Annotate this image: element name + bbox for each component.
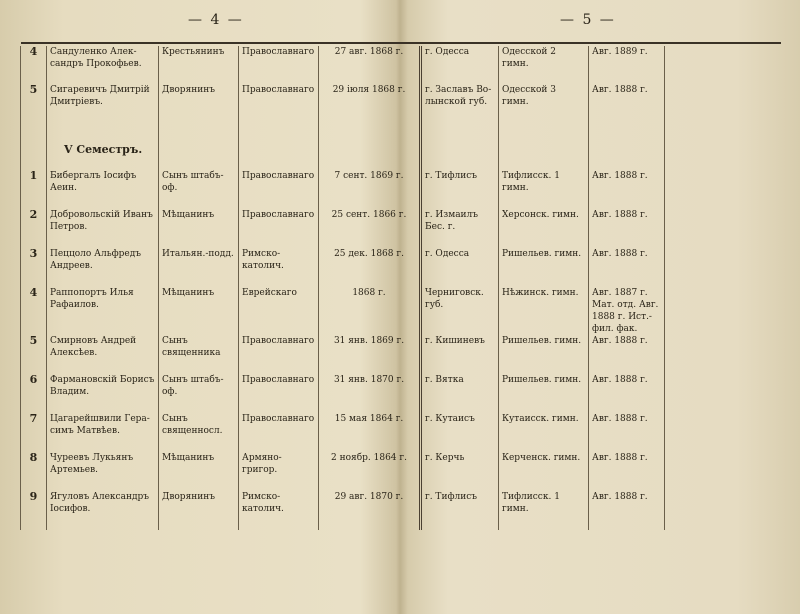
birth-date: 31 янв. 1869 г. xyxy=(319,335,421,374)
row-number: 5 xyxy=(21,84,47,128)
birth-date: 31 янв. 1870 г. xyxy=(319,374,421,413)
admission-date: Авг. 1888 г. xyxy=(589,452,665,491)
admission-date: Авг. 1889 г. xyxy=(589,46,665,84)
student-estate: Итальян.-подд. xyxy=(159,248,239,287)
table-row xyxy=(21,374,781,413)
student-name: Пеццоло Альфредъ Андреев. xyxy=(47,248,159,287)
student-estate: Сынъ штабъ-оф. xyxy=(159,170,239,209)
row-number: 3 xyxy=(21,248,47,287)
school: Херсонск. гимн. xyxy=(499,209,589,248)
birth-place: г. Кишиневъ xyxy=(421,335,499,374)
table-row xyxy=(21,287,781,335)
table-row xyxy=(21,84,781,128)
student-estate: Сынъ священника xyxy=(159,335,239,374)
table-body xyxy=(21,46,781,530)
section-title-cell xyxy=(47,128,159,170)
school: Одесской 2 гимн. xyxy=(499,46,589,84)
row-number: 5 xyxy=(21,335,47,374)
birth-date: 25 дек. 1868 г. xyxy=(319,248,421,287)
admission-date: Авг. 1888 г. xyxy=(589,491,665,530)
student-estate: Сынъ штабъ-оф. xyxy=(159,374,239,413)
section-row xyxy=(21,128,781,170)
student-religion: Православнаго xyxy=(239,209,319,248)
empty-cell xyxy=(665,287,781,335)
student-religion: Римско-католич. xyxy=(239,491,319,530)
section-title: V Семестръ. xyxy=(64,143,143,156)
admission-date: Авг. 1888 г. xyxy=(589,413,665,452)
student-estate: Сынъ священносл. xyxy=(159,413,239,452)
empty-cell xyxy=(665,491,781,530)
empty-cell xyxy=(665,374,781,413)
student-name: Добровольскій Иванъ Петров. xyxy=(47,209,159,248)
admission-date: Авг. 1888 г. xyxy=(589,335,665,374)
table-row xyxy=(21,46,781,84)
birth-date: 1868 г. xyxy=(319,287,421,335)
student-estate: Дворянинъ xyxy=(159,84,239,128)
row-number: 9 xyxy=(21,491,47,530)
birth-date: 7 сент. 1869 г. xyxy=(319,170,421,209)
school: Тифлисск. 1 гимн. xyxy=(499,491,589,530)
student-name: Ягуловъ Александръ Іосифов. xyxy=(47,491,159,530)
birth-date: 25 сент. 1866 г. xyxy=(319,209,421,248)
birth-place: г. Измаилъ Бес. г. xyxy=(421,209,499,248)
student-name: Бибергалъ Іосифъ Аеин. xyxy=(47,170,159,209)
birth-date: 29 авг. 1870 г. xyxy=(319,491,421,530)
birth-date: 27 авг. 1868 г. xyxy=(319,46,421,84)
table-row xyxy=(21,335,781,374)
birth-place: г. Одесса xyxy=(421,46,499,84)
row-number: 6 xyxy=(21,374,47,413)
birth-date: 29 іюля 1868 г. xyxy=(319,84,421,128)
empty-cell xyxy=(665,46,781,84)
student-religion: Православнаго xyxy=(239,413,319,452)
table-row xyxy=(21,491,781,530)
student-name: Цагарейшвили Гера-симъ Матвѣев. xyxy=(47,413,159,452)
row-number: 8 xyxy=(21,452,47,491)
student-name: Сигаревичъ Дмитрій Дмитріевъ. xyxy=(47,84,159,128)
student-religion: Православнаго xyxy=(239,170,319,209)
student-estate: Мѣщанинъ xyxy=(159,287,239,335)
birth-place: г. Кутаисъ xyxy=(421,413,499,452)
table-row xyxy=(21,170,781,209)
admission-date: Авг. 1888 г. xyxy=(589,209,665,248)
page-number-right: — 5 — xyxy=(560,12,616,28)
row-number: 7 xyxy=(21,413,47,452)
birth-date: 2 ноябр. 1864 г. xyxy=(319,452,421,491)
empty-cell xyxy=(665,84,781,128)
birth-date: 15 мая 1864 г. xyxy=(319,413,421,452)
student-estate: Мѣщанинъ xyxy=(159,209,239,248)
school: Керченск. гимн. xyxy=(499,452,589,491)
row-number: 4 xyxy=(21,287,47,335)
birth-place: г. Керчь xyxy=(421,452,499,491)
admission-date: Авг. 1888 г. xyxy=(589,84,665,128)
birth-place: г. Заславъ Во-лынской губ. xyxy=(421,84,499,128)
school: Кутаисск. гимн. xyxy=(499,413,589,452)
admission-date: Авг. 1888 г. xyxy=(589,248,665,287)
table-row xyxy=(21,209,781,248)
student-estate: Крестьянинъ xyxy=(159,46,239,84)
student-name: Раппопортъ Илья Рафаилов. xyxy=(47,287,159,335)
row-number: 4 xyxy=(21,46,47,84)
school: Нѣжинск. гимн. xyxy=(499,287,589,335)
school: Ришельев. гимн. xyxy=(499,248,589,287)
student-religion: Еврейскаго xyxy=(239,287,319,335)
table-row xyxy=(21,248,781,287)
birth-place: г. Тифлисъ xyxy=(421,491,499,530)
student-religion: Православнаго xyxy=(239,84,319,128)
student-name: Смирновъ Андрей Алексѣев. xyxy=(47,335,159,374)
student-religion: Православнаго xyxy=(239,374,319,413)
student-name: Чуреевъ Лукьянъ Артемьев. xyxy=(47,452,159,491)
empty-cell xyxy=(665,170,781,209)
admission-date: Авг. 1888 г. xyxy=(589,374,665,413)
birth-place: г. Тифлисъ xyxy=(421,170,499,209)
student-religion: Православнаго xyxy=(239,46,319,84)
empty-cell xyxy=(665,452,781,491)
school: Ришельев. гимн. xyxy=(499,374,589,413)
empty-cell xyxy=(665,248,781,287)
student-estate: Мѣщанинъ xyxy=(159,452,239,491)
birth-place: г. Вятка xyxy=(421,374,499,413)
student-religion: Армяно-григор. xyxy=(239,452,319,491)
student-religion: Римско-католич. xyxy=(239,248,319,287)
table-row xyxy=(21,452,781,491)
row-number: 1 xyxy=(21,170,47,209)
student-name: Фармановскій Борисъ Владим. xyxy=(47,374,159,413)
student-name: Сандуленко Алек-сандръ Прокофьев. xyxy=(47,46,159,84)
empty-cell xyxy=(665,335,781,374)
student-estate: Дворянинъ xyxy=(159,491,239,530)
admission-date: Авг. 1888 г. xyxy=(589,170,665,209)
page-number-left: — 4 — xyxy=(188,12,244,28)
student-religion: Православнаго xyxy=(239,335,319,374)
birth-place: г. Одесса xyxy=(421,248,499,287)
school: Ришельев. гимн. xyxy=(499,335,589,374)
birth-place: Черниговск. губ. xyxy=(421,287,499,335)
table-row xyxy=(21,413,781,452)
empty-cell xyxy=(665,209,781,248)
admission-date: Авг. 1887 г. Мат. отд. Авг. 1888 г. Ист.-фил. фак. xyxy=(589,287,665,335)
school: Тифлисск. 1 гимн. xyxy=(499,170,589,209)
school: Одесской 3 гимн. xyxy=(499,84,589,128)
row-number: 2 xyxy=(21,209,47,248)
empty-cell xyxy=(665,413,781,452)
student-register-table xyxy=(20,42,781,530)
